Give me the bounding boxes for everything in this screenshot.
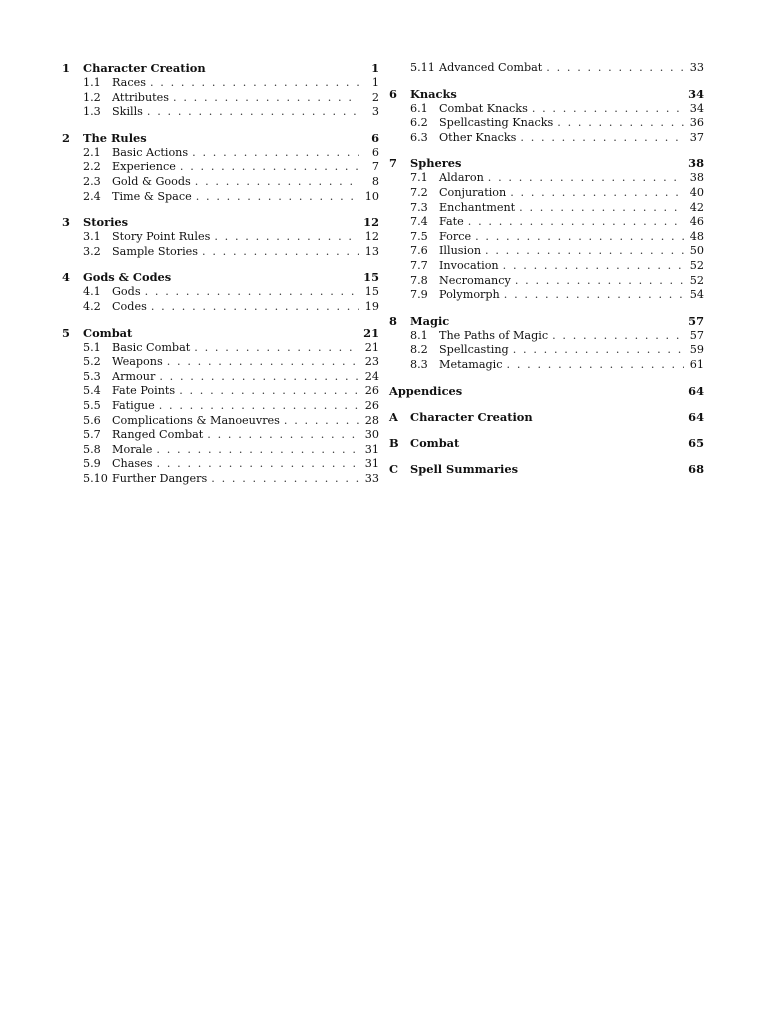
appendix-title: Character Creation	[410, 409, 533, 424]
section-page: 37	[689, 130, 704, 144]
toc-section-row[interactable]	[62, 341, 379, 356]
chapter-number: 1	[62, 61, 70, 75]
toc-section-row[interactable]	[62, 190, 379, 205]
section-page: 23	[364, 355, 379, 369]
appendix-letter: A	[389, 409, 398, 424]
toc-section-row[interactable]	[389, 102, 704, 117]
dot-leader	[557, 116, 683, 131]
section-number: 7.3	[410, 200, 428, 214]
toc-section-row[interactable]	[389, 358, 704, 373]
toc-section-row[interactable]	[389, 288, 704, 303]
section-page: 34	[689, 101, 704, 115]
section-number: 6.2	[410, 116, 428, 130]
toc-section-row[interactable]	[389, 244, 704, 259]
section-page: 38	[689, 171, 704, 185]
dot-leader	[513, 343, 684, 358]
toc-section-row[interactable]	[389, 61, 704, 76]
toc-section-row[interactable]	[62, 457, 379, 472]
chapter-page: 12	[363, 215, 379, 230]
section-number: 3.2	[83, 244, 101, 258]
section-title: Other Knacks	[439, 130, 517, 144]
chapter-page: 1	[371, 61, 379, 75]
chapter-title: Knacks	[410, 86, 457, 101]
dot-leader	[207, 428, 358, 443]
section-number: 5.3	[83, 369, 101, 383]
section-title: Armour	[112, 369, 156, 383]
section-page: 2	[371, 90, 379, 104]
section-page: 59	[689, 343, 704, 357]
dot-leader	[180, 160, 359, 175]
dot-leader	[211, 472, 358, 487]
dot-leader	[507, 358, 684, 373]
toc-chapter	[62, 61, 379, 120]
appendix-letter: B	[389, 435, 399, 450]
chapter-page: 21	[363, 325, 379, 340]
dot-leader	[488, 171, 684, 186]
appendix-page: 64	[688, 409, 704, 424]
section-page: 42	[689, 200, 704, 214]
section-title: Basic Actions	[112, 145, 189, 159]
chapter-number: 7	[389, 156, 397, 171]
chapter-number: 3	[62, 215, 70, 230]
section-number: 5.8	[83, 442, 101, 456]
dot-leader	[179, 384, 359, 399]
section-page: 52	[689, 258, 704, 272]
section-title: Polymorph	[439, 288, 500, 302]
section-number: 5.11	[410, 61, 435, 74]
chapter-number: 2	[62, 130, 70, 145]
dot-leader	[150, 76, 359, 91]
toc-chapter-row[interactable]	[62, 61, 379, 76]
section-page: 57	[689, 328, 704, 342]
section-page: 1	[371, 76, 379, 89]
toc-chapter	[389, 156, 704, 302]
dot-leader	[532, 102, 684, 117]
toc-chapter	[62, 270, 379, 314]
section-page: 26	[364, 384, 379, 398]
section-title: Experience	[112, 160, 176, 174]
section-number: 1.1	[83, 76, 101, 89]
dot-leader	[552, 329, 684, 344]
section-page: 31	[364, 442, 379, 456]
toc-section-row[interactable]	[62, 399, 379, 414]
toc-appendix-row[interactable]	[389, 410, 704, 425]
toc-section-row[interactable]	[389, 201, 704, 216]
toc-section-row[interactable]	[62, 160, 379, 175]
dot-leader	[192, 146, 359, 161]
section-number: 5.2	[83, 355, 101, 369]
section-page: 61	[689, 357, 704, 371]
section-page: 54	[689, 288, 704, 302]
section-number: 1.3	[83, 105, 101, 119]
section-title: Spellcasting	[439, 343, 509, 357]
toc-section-row[interactable]	[62, 414, 379, 429]
section-number: 1.2	[83, 90, 101, 104]
chapter-number: 4	[62, 270, 70, 285]
chapter-title: Gods & Codes	[83, 270, 172, 285]
dot-leader	[475, 230, 684, 245]
chapter-title: Character Creation	[83, 61, 206, 75]
section-number: 5.4	[83, 384, 101, 398]
section-title: Fate Points	[112, 384, 176, 398]
section-title: Necromancy	[439, 273, 511, 287]
chapter-page: 15	[363, 270, 379, 285]
toc-chapter	[62, 326, 379, 487]
appendix-title: Combat	[410, 435, 460, 450]
toc-section-row[interactable]	[389, 274, 704, 289]
toc-section-row[interactable]	[62, 285, 379, 300]
section-title: The Paths of Magic	[439, 328, 549, 342]
dot-leader	[157, 457, 359, 472]
toc-chapter-row[interactable]	[389, 156, 704, 171]
section-page: 21	[364, 340, 379, 354]
dot-leader	[159, 370, 358, 385]
toc-section-row[interactable]	[62, 370, 379, 385]
toc-section-row[interactable]	[62, 472, 379, 487]
appendix-title: Spell Summaries	[410, 461, 519, 476]
chapter-title: Spheres	[410, 156, 462, 171]
toc-section-row[interactable]	[62, 355, 379, 370]
toc-chapter-row[interactable]	[389, 87, 704, 102]
section-page: 6	[371, 145, 379, 159]
section-title: Invocation	[439, 258, 499, 272]
section-title: Time & Space	[112, 189, 192, 203]
toc-chapter-row[interactable]	[62, 215, 379, 230]
toc-section-row[interactable]	[389, 116, 704, 131]
dot-leader	[504, 288, 684, 303]
toc-chapter	[62, 215, 379, 259]
section-title: Fatigue	[112, 398, 155, 412]
section-number: 6.3	[410, 130, 428, 144]
chapter-title: The Rules	[83, 130, 147, 145]
dot-leader	[510, 186, 684, 201]
toc-section-row[interactable]	[62, 146, 379, 161]
section-page: 10	[364, 189, 379, 203]
section-page: 36	[689, 116, 704, 130]
section-page: 33	[689, 61, 704, 74]
section-number: 7.9	[410, 288, 428, 302]
section-number: 8.3	[410, 357, 428, 371]
section-number: 7.2	[410, 185, 428, 199]
section-title: Illusion	[439, 244, 482, 258]
section-page: 28	[364, 413, 379, 427]
section-title: Spellcasting Knacks	[439, 116, 554, 130]
section-title: Chases	[112, 457, 153, 471]
section-number: 5.6	[83, 413, 101, 427]
toc-continuation	[389, 61, 704, 76]
chapter-number: 8	[389, 313, 397, 328]
section-title: Force	[439, 229, 472, 243]
section-page: 30	[364, 428, 379, 442]
toc-left-column	[62, 61, 379, 497]
section-number: 7.5	[410, 229, 428, 243]
section-number: 2.4	[83, 189, 101, 203]
toc-section-row[interactable]	[62, 76, 379, 91]
toc-section-row[interactable]	[62, 300, 379, 315]
section-page: 8	[371, 174, 379, 188]
toc-chapter	[389, 87, 704, 146]
toc-section-row[interactable]	[62, 91, 379, 106]
toc-appendix-row[interactable]	[389, 462, 704, 477]
section-number: 5.9	[83, 457, 101, 471]
section-title: Metamagic	[439, 357, 503, 371]
appendices-title: Appendices	[389, 383, 463, 398]
appendix-page: 68	[688, 461, 704, 476]
toc-section-row[interactable]	[62, 428, 379, 443]
section-title: Sample Stories	[112, 244, 199, 258]
dot-leader	[156, 443, 358, 458]
dot-leader	[159, 399, 359, 414]
section-page: 13	[364, 244, 379, 258]
appendices-page: 64	[688, 383, 704, 398]
section-number: 4.2	[83, 299, 101, 313]
section-number: 7.4	[410, 215, 428, 229]
dot-leader	[196, 190, 359, 205]
toc-section-row[interactable]	[389, 230, 704, 245]
toc-section-row[interactable]	[62, 384, 379, 399]
section-title: Combat Knacks	[439, 101, 528, 115]
appendices-heading[interactable]	[389, 384, 704, 399]
chapter-title: Stories	[83, 215, 129, 230]
section-page: 48	[689, 229, 704, 243]
toc-section-row[interactable]	[389, 259, 704, 274]
section-title: Story Point Rules	[112, 230, 211, 244]
toc-appendix-row[interactable]	[389, 436, 704, 451]
toc-section-row[interactable]	[389, 186, 704, 201]
dot-leader	[520, 131, 683, 146]
chapter-page: 6	[371, 130, 379, 145]
section-page: 46	[689, 215, 704, 229]
section-page: 31	[364, 457, 379, 471]
dot-leader	[519, 201, 684, 216]
dot-leader	[202, 245, 359, 260]
toc-chapter-row[interactable]	[62, 131, 379, 146]
chapter-title: Magic	[410, 313, 450, 328]
section-title: Ranged Combat	[112, 428, 204, 442]
chapter-number: 6	[389, 86, 397, 101]
section-page: 26	[364, 398, 379, 412]
chapter-page: 38	[688, 156, 704, 171]
toc-chapter-row[interactable]	[62, 270, 379, 285]
section-page: 50	[689, 244, 704, 258]
section-number: 7.1	[410, 171, 428, 185]
section-page: 24	[364, 369, 379, 383]
dot-leader	[503, 259, 684, 274]
dot-leader	[284, 414, 359, 429]
toc-chapter	[389, 314, 704, 373]
section-number: 5.10	[83, 471, 108, 485]
section-title: Codes	[112, 299, 147, 313]
toc-section-row[interactable]	[62, 230, 379, 245]
chapter-title: Combat	[83, 325, 133, 340]
section-page: 3	[371, 105, 379, 119]
toc-chapter-row[interactable]	[389, 314, 704, 329]
section-title: Basic Combat	[112, 340, 191, 354]
chapter-page: 34	[688, 86, 704, 101]
section-number: 8.1	[410, 328, 428, 342]
chapter-page: 57	[688, 313, 704, 328]
section-page: 40	[689, 185, 704, 199]
section-page: 52	[689, 273, 704, 287]
dot-leader	[173, 91, 359, 106]
section-title: Complications & Manoeuvres	[112, 413, 280, 427]
toc-section-row[interactable]	[389, 215, 704, 230]
section-page: 12	[364, 230, 379, 244]
toc-chapter-row[interactable]	[62, 326, 379, 341]
section-page: 7	[371, 160, 379, 174]
dot-leader	[546, 61, 683, 76]
dot-leader	[214, 230, 358, 245]
section-title: Morale	[112, 442, 153, 456]
toc-section-row[interactable]	[389, 171, 704, 186]
section-title: Conjuration	[439, 185, 507, 199]
section-title: Aldaron	[439, 171, 484, 185]
appendix-page: 65	[688, 435, 704, 450]
section-number: 4.1	[83, 285, 101, 299]
section-number: 7.8	[410, 273, 428, 287]
section-number: 5.5	[83, 398, 101, 412]
section-number: 5.1	[83, 340, 101, 354]
section-title: Gold & Goods	[112, 174, 191, 188]
section-page: 19	[364, 299, 379, 313]
toc-section-row[interactable]	[62, 443, 379, 458]
section-number: 8.2	[410, 343, 428, 357]
toc-section-row[interactable]	[62, 105, 379, 120]
section-number: 3.1	[83, 230, 101, 244]
section-title: Skills	[112, 105, 143, 119]
section-number: 2.1	[83, 145, 101, 159]
section-number: 5.7	[83, 428, 101, 442]
section-title: Fate	[439, 215, 464, 229]
section-title: Enchantment	[439, 200, 516, 214]
dot-leader	[515, 274, 684, 289]
toc-right-column	[389, 61, 704, 488]
dot-leader	[167, 355, 359, 370]
toc-section-row[interactable]	[62, 245, 379, 260]
toc-chapter	[62, 131, 379, 204]
dot-leader	[468, 215, 684, 230]
section-page: 15	[364, 285, 379, 299]
section-number: 7.6	[410, 244, 428, 258]
section-number: 2.3	[83, 174, 101, 188]
section-page: 33	[364, 471, 379, 485]
appendix-letter: C	[389, 461, 399, 476]
section-title: Gods	[112, 285, 141, 299]
section-number: 7.7	[410, 258, 428, 272]
dot-leader	[147, 105, 359, 120]
dot-leader	[194, 341, 358, 356]
section-title: Further Dangers	[112, 471, 208, 485]
section-title: Advanced Combat	[439, 61, 543, 74]
dot-leader	[195, 175, 359, 190]
dot-leader	[485, 244, 684, 259]
section-title: Attributes	[112, 90, 170, 104]
section-number: 2.2	[83, 160, 101, 174]
toc-section-row[interactable]	[389, 131, 704, 146]
toc-section-row[interactable]	[389, 343, 704, 358]
dot-leader	[151, 300, 359, 315]
section-number: 6.1	[410, 101, 428, 115]
chapter-number: 5	[62, 325, 70, 340]
section-title: Races	[112, 76, 146, 89]
toc-section-row[interactable]	[389, 329, 704, 344]
section-title: Weapons	[112, 355, 163, 369]
dot-leader	[145, 285, 359, 300]
toc-section-row[interactable]	[62, 175, 379, 190]
